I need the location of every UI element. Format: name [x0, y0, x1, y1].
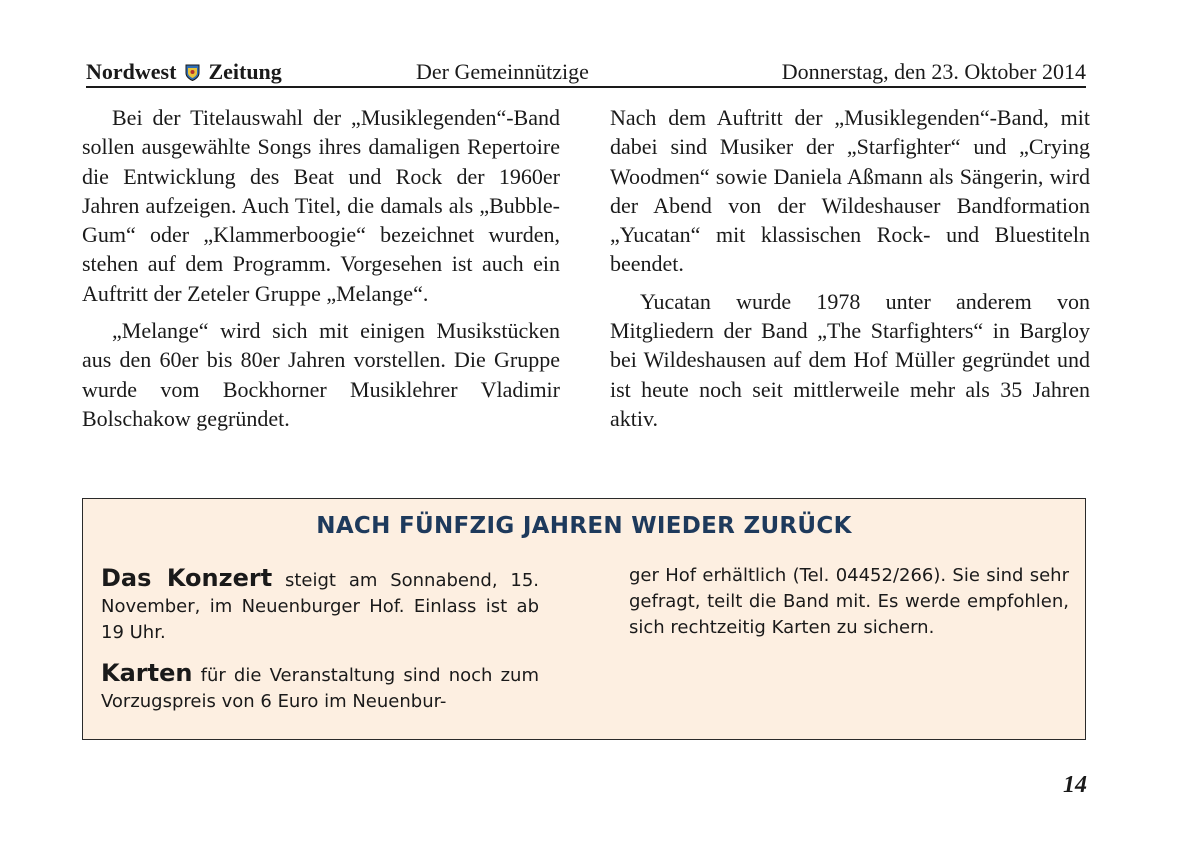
- concert-text: steigt am Sonnabend, 15. November, im Neuenburger Hof. Einlass ist ab 19 Uhr.: [101, 570, 539, 643]
- article-column-right: [610, 103, 1090, 441]
- info-paragraph-tickets-continued: ger Hof erhältlich (Tel. 04452/266). Sie sind sehr gefragt, teilt die Band mit. Es werde empfohlen, sich rechtzeitig Karten zu sichern.: [629, 565, 1069, 638]
- masthead-name-part2: Zeitung: [208, 59, 282, 84]
- article-paragraph: Bei der Titelauswahl der „Musiklegenden“-Band sollen ausgewählte Songs ihres damaligen Repertoire die Entwicklung des Beat und Rock der 1960er Jahren aufzeigen. Auch Titel, die damals als „Bubble-Gum“ oder „Klammerboogie“ bezeichnet wurden, stehen auf dem Programm. Vorgesehen ist auch ein Auftritt der Zeteler Gruppe „Melange“.: [82, 105, 560, 306]
- page-number: 14: [1063, 772, 1087, 798]
- info-box-title: NACH FÜNFZIG JAHREN WIEDER ZURÜCK: [316, 513, 852, 539]
- article-paragraph: „Melange“ wird sich mit einigen Musikstücken aus den 60er bis 80er Jahren vorstellen. Die Gruppe wurde vom Bockhorner Musiklehrer Vladimir Bolschakow gegründet.: [82, 318, 560, 431]
- page-header: [86, 58, 1086, 88]
- masthead: [86, 58, 282, 86]
- info-box-column-right: [629, 563, 1069, 655]
- lead-concert: Das Konzert: [101, 564, 273, 592]
- masthead-name-part1: Nordwest: [86, 59, 177, 84]
- info-paragraph-tickets: [101, 660, 539, 715]
- info-box: [82, 498, 1086, 740]
- coat-of-arms-icon: [185, 64, 200, 81]
- info-paragraph-concert: [101, 565, 539, 646]
- issuer-name: Der Gemeinnützige: [416, 59, 589, 84]
- article-paragraph: Nach dem Auftritt der „Musiklegenden“-Band, mit dabei sind Musiker der „Starfighter“ und „Crying Woodmen“ sowie Daniela Aßmann als Sängerin, wird der Abend von der Wildeshauser Bandformation „Yucatan“ mit klassischen Rock- und Bluestiteln beendet.: [610, 105, 1090, 277]
- info-box-column-left: [101, 565, 539, 729]
- article-column-left: [82, 103, 560, 441]
- tickets-text-part1: für die Veranstaltung sind noch zum Vorzugspreis von 6 Euro im Neuenbur-: [101, 665, 539, 712]
- issue-date: Donnerstag, den 23. Oktober 2014: [781, 59, 1086, 84]
- lead-tickets: Karten: [101, 659, 193, 687]
- article-paragraph: Yucatan wurde 1978 unter anderem von Mitgliedern der Band „The Starfighters“ in Bargloy bei Wildeshausen auf dem Hof Müller gegründet und ist heute noch seit mittlerweile mehr als 35 Jahren aktiv.: [610, 288, 1090, 431]
